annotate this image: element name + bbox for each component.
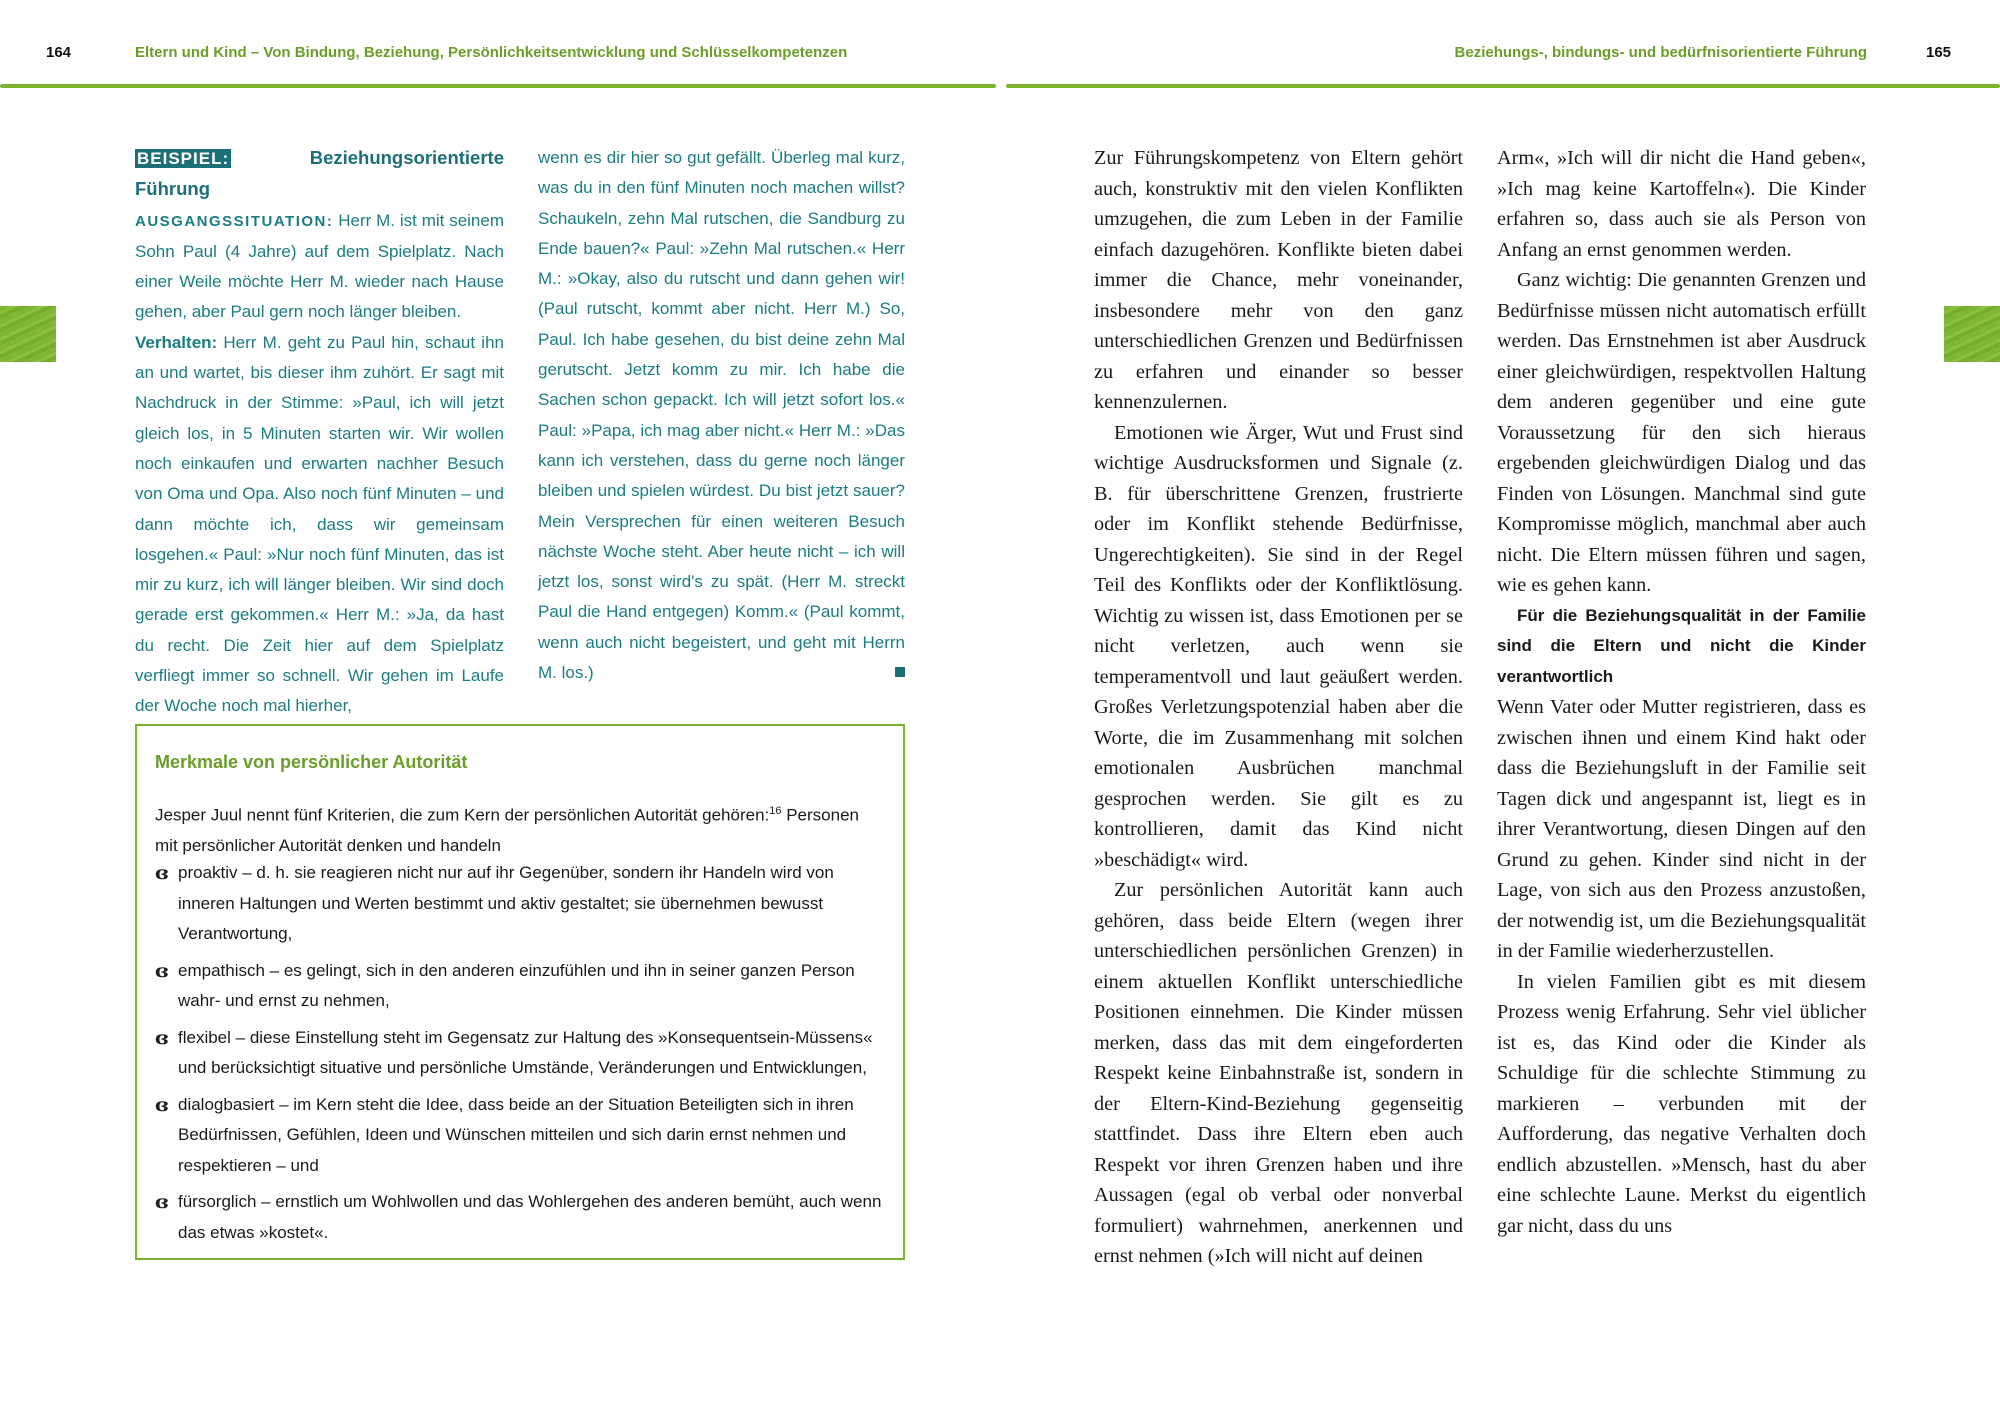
paragraph: Emotionen wie Ärger, Wut und Frust sind wichtige Ausdrucksformen und Signale (z. B. für überschrittene Grenzen, frustrierte oder im Konflikt stehende Bedürfnisse, Ungerechtigkeiten). Sie sind in der Regel Teil des Konflikts oder der Konfliktlösung. Wichtig zu wissen ist, dass Emotionen per se nicht verletzen, auch wenn sie temperamentvoll und laut geäußert werden. Großes Verletzungspotenzial haben aber die Worte, die im Zusammenhang mit solchen emotionalen Ausbrüchen manchmal gesprochen werden. Sie gilt es zu kontrollieren, damit das Kind nicht »beschädigt« wird. (1094, 421, 1463, 871)
page-number-left: 164 (46, 44, 72, 61)
behavior-text-2: wenn es dir hier so gut gefällt. Überleg mal kurz, was du in den fünf Minuten noch machen willst? Schaukeln, zehn Mal rutschen, die Sandburg zu Ende bauen?« Paul: »Zehn Mal rutschen.« Herr M.: »Okay, also du rutscht und dann gehen wir! (Paul rutscht, kommt aber nicht. Herr M.) So, Paul. Ich habe gesehen, du bist deine zehn Mal gerutscht. Jetzt komm zu mir. Ich habe die Sachen schon gepackt. Ich will jetzt sofort los.« Paul: »Papa, ich mag aber nicht.« Herr M.: »Das kann ich verstehen, dass du gerne noch länger bleiben und spielen würdest. Du bist jetzt sauer? Mein Versprechen für einen weiteren Besuch nächste Woche steht. Aber heute nicht – ich will jetzt los, sonst wird's zu spät. (Herr M. streckt Paul die Hand entgegen) Komm.« (Paul kommt, wenn auch nicht begeistert, und geht mit Herrn M. los.) (538, 148, 905, 683)
body-column-2 (1497, 143, 1866, 1241)
bullet-icon: ɞ (155, 1093, 169, 1116)
list-item-text: fürsorglich – ernstlich um Wohlwollen und das Wohlergehen des anderen bemüht, auch wenn das etwas »kostet«. (178, 1192, 882, 1242)
paragraph: Zur Führungskompetenz von Eltern gehört auch, konstruktiv mit den vielen Konflikten umzugehen, die zum Leben in der Familie einfach dazugehören. Konflikte bieten dabei immer die Chance, mehr voneinander, insbesondere mehr von den ganz unterschiedlichen Grenzen und Bedürfnissen zu erfahren und einander so besser kennenzulernen. (1094, 147, 1463, 413)
list-item-text: empathisch – es gelingt, sich in den anderen einzufühlen und ihn in seiner ganzen Person wahr- und ernst zu nehmen, (178, 960, 855, 1010)
footnote-marker: 16 (769, 805, 782, 817)
list-item-text: dialogbasiert – im Kern steht die Idee, dass beide an der Situation Beteiligten sich in ihren Bedürfnissen, Gefühlen, Ideen und Wünschen mitteilen und sich darin ernst nehmen und respektieren – und (178, 1094, 854, 1175)
situation-text: Herr M. ist mit seinem Sohn Paul (4 Jahre) auf dem Spielplatz. Nach einer Weile möchte Herr M. wieder nach Hause gehen, aber Paul gern noch länger bleiben. (135, 210, 504, 322)
list-item (155, 1187, 885, 1248)
situation-label: AUSGANGSSITUATION: (135, 212, 334, 230)
list-item-text: proaktiv – d. h. sie reagieren nicht nur auf ihr Gegenüber, sondern ihr Handeln wird von inneren Haltungen und Werten bestimmt und aktiv gestaltet; sie übernehmen bewusst Verantwortung, (178, 863, 834, 943)
example-column-1 (135, 143, 504, 722)
behavior-label: Verhalten: (135, 332, 218, 352)
running-head-left: Eltern und Kind – Von Bindung, Beziehung, Persönlichkeitsentwicklung und Schlüsselkompetenzen (135, 44, 848, 61)
paragraph: Ganz wichtig: Die genannten Grenzen und Bedürfnisse müssen nicht automatisch erfüllt werden. Das Ernstnehmen ist aber Ausdruck einer gleichwürdigen, respektvollen Haltung dem anderen gegenüber und eine gute Voraussetzung für den sich hieraus ergebenden gleichwürdigen Dialog und das Finden von Lösungen. Manchmal sind gute Kompromisse möglich, manchmal aber auch nicht. Die Eltern müssen führen und sagen, wie es gehen kann. (1497, 269, 1866, 596)
paragraph: Arm«, »Ich will dir nicht die Hand geben«, »Ich mag keine Kartoffeln«). Die Kinder erfahren so, dass auch sie als Person von Anfang an ernst genommen werden. (1497, 147, 1866, 261)
list-item-text: flexibel – diese Einstellung steht im Gegensatz zur Haltung des »Konsequentsein-Müssens« und berücksichtigt situative und persönliche Umstände, Veränderungen und Entwicklungen, (178, 1027, 873, 1077)
bullet-icon: ɞ (155, 959, 169, 982)
paragraph: In vielen Familien gibt es mit diesem Prozess wenig Erfahrung. Sehr viel üblicher ist es, das Kind oder die Kinder als Schuldige für die schlechte Stimmung zu markieren – verbunden mit der Aufforderung, das negative Verhalten doch endlich abzustellen. »Mensch, hast du aber eine schlechte Laune. Merkst du eigentlich gar nicht, dass du uns (1497, 970, 1866, 1237)
header-rule-right (1006, 84, 2000, 88)
info-box-title: Merkmale von persönlicher Autorität (155, 752, 468, 772)
paragraph: Zur persönlichen Autorität kann auch gehören, dass beide Eltern (wegen ihrer unterschiedlichen persönlichen Grenzen) in einem aktuellen Konflikt unterschiedliche Positionen einnehmen. Die Kinder müssen merken, dass das mit dem eingeforderten Respekt keine Einbahnstraße ist, sondern in der Eltern-Kind-Beziehung gegenseitig stattfindet. Dass ihre Eltern eben auch Respekt vor ihren Grenzen haben und ihre Aussagen (egal ob verbal oder nonverbal formuliert) wahrnehmen, anerkennen und ernst nehmen (»Ich will nicht auf deinen (1094, 879, 1463, 1267)
list-item (155, 1090, 885, 1182)
running-head-right: Beziehungs-, bindungs- und bedürfnisorientierte Führung (1454, 44, 1867, 61)
info-box (135, 724, 905, 1260)
thumb-tab-left (0, 306, 56, 362)
bullet-icon: ɞ (155, 862, 169, 884)
bullet-icon: ɞ (155, 1026, 169, 1049)
example-title: Beziehungsorientierte Führung (135, 147, 504, 200)
thumb-tab-right (1944, 306, 2000, 362)
page-number-right: 165 (1926, 44, 1952, 61)
intro-text: Jesper Juul nennt fünf Kriterien, die zum Kern der persönlichen Autorität gehören: (155, 805, 770, 825)
body-column-1 (1094, 143, 1463, 1272)
left-page (0, 0, 998, 1412)
section-subheading: Für die Beziehungsqualität in der Familie sind die Eltern und nicht die Kinder verantwortlich (1497, 605, 1866, 686)
example-column-2 (538, 143, 905, 688)
header-rule-left (0, 84, 996, 88)
intro-text-rest: Personen mit persönlicher Autorität denken und handeln (155, 805, 859, 856)
list-item (155, 858, 885, 950)
bullet-icon: ɞ (155, 1191, 169, 1213)
criteria-list (155, 858, 885, 1254)
end-mark-icon (895, 667, 905, 677)
example-label: BEISPIEL: (137, 149, 230, 168)
right-page (1002, 0, 2000, 1412)
list-item (155, 956, 885, 1017)
list-item (155, 1023, 885, 1084)
behavior-text-1: Herr M. geht zu Paul hin, schaut ihn an und wartet, bis dieser ihm zuhört. Er sagt mit Nachdruck in der Stimme: »Paul, ich will jetzt gleich los, in 5 Minuten starten wir. Wir wollen noch einkaufen und erwarten nachher Besuch von Oma und Opa. Also noch fünf Minuten – und dann möchte ich, dass wir gemeinsam losgehen.« Paul: »Nur noch fünf Minuten, das ist mir zu kurz, ich will länger bleiben. Wir sind doch gerade erst gekommen.« Herr M.: »Ja, da hast du recht. Die Zeit hier auf dem Spielplatz verfliegt immer so schnell. Wir gehen im Laufe der Woche noch mal hierher, (135, 332, 504, 716)
paragraph: Wenn Vater oder Mutter registrieren, dass es zwischen ihnen und einem Kind hakt oder dass die Beziehungsluft in der Familie seit Tagen dick und angespannt ist, liegt es in ihrer Verantwortung, diesen Dingen auf den Grund zu gehen. Kinder sind nicht in der Lage, von sich aus den Prozess anzustoßen, der notwendig ist, um die Beziehungsqualität in der Familie wiederherzustellen. (1497, 696, 1866, 962)
info-box-intro (155, 796, 885, 862)
